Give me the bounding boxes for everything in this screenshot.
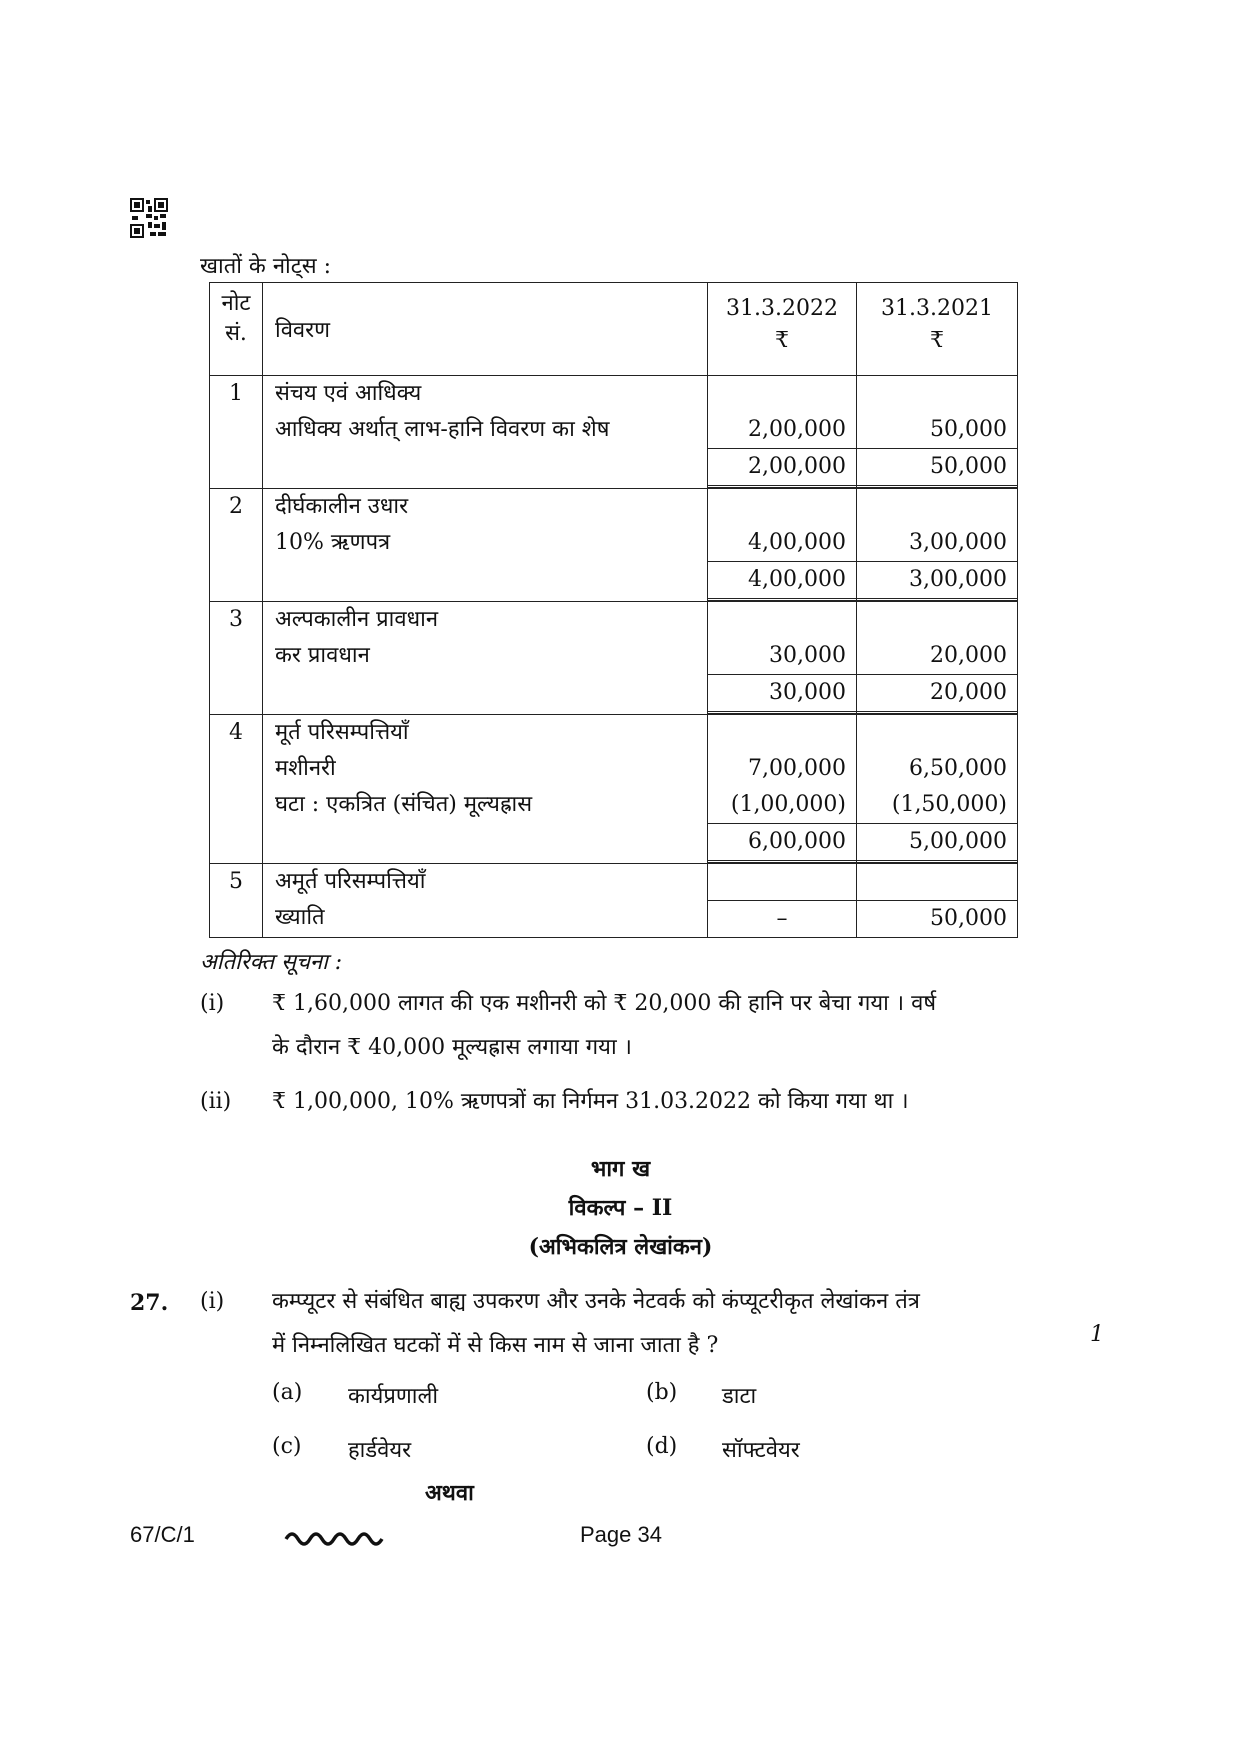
page-number: Page 34 — [580, 1522, 662, 1547]
option-text: सॉफ्टवेयर — [722, 1438, 800, 1463]
table-row: 2 दीर्घकालीन उधार 10% ऋणपत्र 4,00,000 4,00,000 3,00,000 3,00,000 — [210, 489, 1018, 602]
question-sub-number: (i) — [200, 1289, 225, 1314]
option-label: (a) — [272, 1380, 303, 1405]
qr-code-icon — [130, 198, 168, 238]
option-text: डाटा — [722, 1384, 757, 1409]
info-item-number: (i) — [200, 991, 225, 1016]
table-row: 5 अमूर्त परिसम्पत्तियाँ ख्याति – 50,000 — [210, 864, 1018, 938]
option-text: हार्डवेयर — [348, 1438, 412, 1463]
option-label: (b) — [646, 1380, 678, 1405]
info-item-text: ₹ 1,00,000, 10% ऋणपत्रों का निर्गमन 31.03.2022 को किया गया था । — [272, 1089, 909, 1114]
option-label: (c) — [272, 1434, 302, 1459]
additional-info-heading: अतिरिक्त सूचना : — [200, 950, 343, 975]
or-label: अथवा — [425, 1480, 474, 1506]
question-marks: 1 — [1090, 1322, 1104, 1347]
note-total: 30,000 — [708, 674, 856, 714]
table-row: 4 मूर्त परिसम्पत्तियाँ मशीनरी घटा : एकत्रित (संचित) मूल्यह्रास 7,00,000 (1,00,000) 6,00,000 6,50,000 (1,50,000) 5,00,000 — [210, 715, 1018, 864]
table-header-row — [210, 283, 1018, 376]
tilde-ornament-icon — [284, 1527, 384, 1547]
info-item-number: (ii) — [200, 1089, 232, 1114]
info-item-text: ₹ 1,60,000 लागत की एक मशीनरी को ₹ 20,000 की हानि पर बेचा गया । वर्ष के दौरान ₹ 40,000 मूल्यह्रास लगाया गया । — [272, 991, 937, 1060]
header-col-2021: 31.3.2021 ₹ — [857, 283, 1018, 376]
section-subject-heading: (अभिकलित्र लेखांकन) — [528, 1234, 713, 1260]
note-number: 2 — [229, 494, 243, 519]
option-label: (d) — [646, 1434, 678, 1459]
table-row: 3 अल्पकालीन प्रावधान कर प्रावधान 30,000 30,000 20,000 20,000 — [210, 602, 1018, 715]
header-particulars: विवरण — [263, 283, 708, 376]
note-total: 6,00,000 — [708, 823, 856, 863]
question-number: 27. — [130, 1290, 169, 1316]
note-number: 3 — [229, 607, 243, 632]
table-row: 1 संचय एवं आधिक्य आधिक्य अर्थात् लाभ-हानि विवरण का शेष 2,00,000 2,00,000 50,000 50,000 — [210, 376, 1018, 489]
note-total: 3,00,000 — [857, 561, 1017, 601]
notes-table — [209, 282, 1018, 938]
note-total: 50,000 — [857, 448, 1017, 488]
note-number: 4 — [229, 720, 243, 745]
note-total: 4,00,000 — [708, 561, 856, 601]
note-number: 1 — [229, 381, 243, 406]
header-note-no: नोट सं. — [210, 283, 263, 376]
note-total: 20,000 — [857, 674, 1017, 714]
note-total: 5,00,000 — [857, 823, 1017, 863]
paper-code: 67/C/1 — [130, 1522, 195, 1547]
note-total: 2,00,000 — [708, 448, 856, 488]
question-text: कम्प्यूटर से संबंधित बाह्य उपकरण और उनके नेटवर्क को कंप्यूटरीकृत लेखांकन तंत्र में निम्नलिखित घटकों में से किस नाम से जाना जाता है ? — [272, 1289, 920, 1358]
option-text: कार्यप्रणाली — [348, 1384, 439, 1409]
note-number: 5 — [229, 869, 243, 894]
section-option-heading: विकल्प – II — [568, 1195, 673, 1221]
header-col-2022: 31.3.2022 ₹ — [708, 283, 857, 376]
section-part-heading: भाग ख — [590, 1156, 651, 1182]
notes-heading: खातों के नोट्स : — [200, 254, 332, 279]
